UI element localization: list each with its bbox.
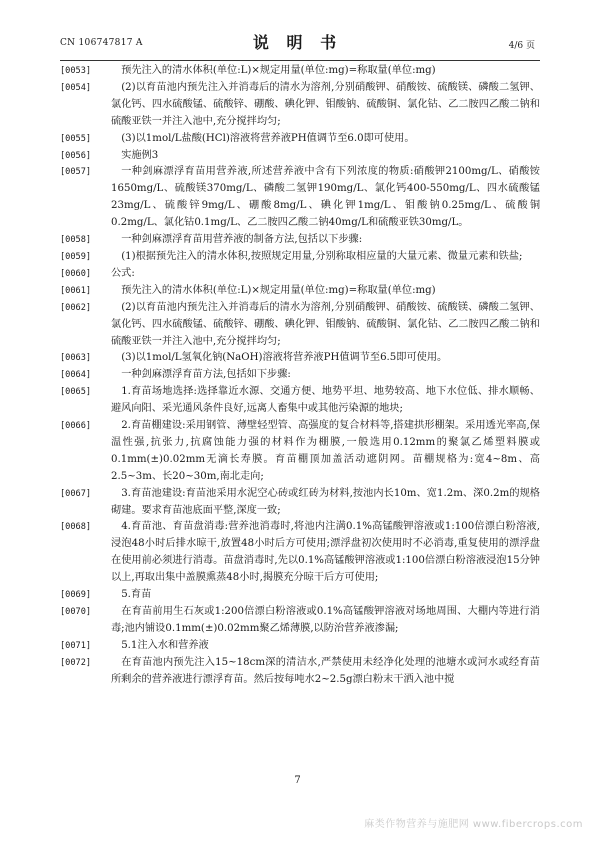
patent-number: CN 106747817 A — [60, 38, 143, 48]
paragraph-number: [0069] — [60, 590, 92, 601]
paragraph-number: [0061] — [60, 285, 92, 296]
paragraph-number: [0056] — [60, 150, 92, 161]
paragraph-number: [0057] — [60, 167, 92, 178]
page-header — [0, 30, 595, 58]
paragraph-text: 5.1注入水和营养液 — [121, 639, 209, 651]
paragraph — [60, 148, 540, 165]
paragraph-text: 一种剑麻漂浮育苗用营养液,所述营养液中含有下列浓度的物质:硝酸钾2100mg/L、硝酸铵1650mg/L、硫酸镁370mg/L、磷酸二氢钾190mg/L、氯化钙400-550mg/L、四水硫酸锰23mg/L、硫酸锌9mg/L、硼酸8mg/L、碘化钾1mg/L、钼酸钠0.25mg/L、硫酸铜0.2mg/L、氯化钴0.1mg/L、乙二胺四乙酸二钠40mg/L和硫酸亚铁30mg/L。 — [111, 166, 540, 229]
paragraph-text: 5.育苗 — [121, 589, 152, 601]
paragraph — [60, 131, 540, 148]
paragraph — [60, 164, 540, 232]
paragraph-text: 一种剑麻漂浮育苗方法,包括如下步骤: — [121, 369, 291, 381]
paragraph-number: [0068] — [60, 522, 92, 533]
paragraph-text: (2)以育苗池内预先注入并消毒后的清水为溶剂,分别硝酸钾、硝酸铵、硫酸镁、磷酸二氢钾、氯化钙、四水硫酸锰、硫酸锌、硼酸、碘化钾、钼酸钠、硫酸铜、氯化钴、乙二胺四乙酸二钠和硫酸亚铁一并注入池中,充分搅拌均匀; — [111, 81, 540, 127]
paragraph-number: [0063] — [60, 353, 92, 364]
paragraph — [60, 249, 540, 266]
paragraph-text: 预先注入的清水体积(单位:L)×规定用量(单位:mg)=称取量(单位:mg) — [121, 284, 436, 296]
paragraph — [60, 384, 540, 418]
paragraph-text: 一种剑麻漂浮育苗用营养液的制备方法,包括以下步骤: — [121, 234, 363, 246]
paragraph — [60, 367, 540, 384]
paragraph-number: [0058] — [60, 235, 92, 246]
page-ratio: 4/6 页 — [508, 41, 535, 51]
paragraph-text: 公式: — [111, 267, 135, 279]
page-number: 7 — [294, 775, 301, 786]
paragraph-number: [0072] — [60, 657, 92, 668]
paragraph-number: [0064] — [60, 370, 92, 381]
paragraph — [60, 300, 540, 351]
paragraph-number: [0053] — [60, 66, 92, 76]
paragraph-text: (3)以1mol/L氢氧化钠(NaOH)溶液将营养液PH值调节至6.5即可使用。 — [121, 352, 448, 364]
site-watermark: 麻类作物营养与施肥网 www.fibercrops.com — [364, 819, 583, 830]
paragraph-text: 1.育苗场地选择:选择靠近水源、交通方便、地势平坦、地势较高、地下水位低、排水顺畅、避风向阳、采光通风条件良好,远离人畜集中或其他污染源的地块; — [111, 386, 540, 415]
paragraph — [60, 266, 540, 283]
paragraph — [60, 604, 540, 638]
paragraph-number: [0059] — [60, 251, 92, 262]
paragraph — [60, 63, 540, 80]
paragraph-number: [0062] — [60, 302, 92, 313]
paragraph-number: [0067] — [60, 488, 92, 499]
paragraph — [60, 350, 540, 367]
paragraph-text: 预先注入的清水体积(单位:L)×规定用量(单位:mg)=称取量(单位:mg) — [121, 65, 436, 76]
paragraph — [60, 655, 540, 689]
paragraph-text: 2.育苗棚建设:采用钢管、薄壁轻型管、高强度的复合材料等,搭建拱形棚架。采用透光率高,保温性强,抗张力,抗腐蚀能力强的材料作为棚膜,一般选用0.12mm的聚氯乙烯塑料膜或0.1mm(±)0.02mm无滴长寿膜。育苗棚顶加盖活动遮阴网。苗棚规格为:宽4~8m、高2.5~3m、长20~30m,南北走向; — [111, 420, 540, 482]
paragraph-text: 3.育苗池建设:育苗池采用水泥空心砖或红砖为材料,按池内长10m、宽1.2m、深0.2m的规格砌建。要求育苗池底面平整,深度一致; — [111, 487, 540, 516]
paragraph-number: [0066] — [60, 421, 92, 432]
paragraph-number: [0065] — [60, 387, 92, 398]
paragraph — [60, 486, 540, 520]
paragraph-text: 在育苗池内预先注入15~18cm深的清洁水,严禁使用未经净化处理的池塘水或河水或经育苗所剩余的营养液进行漂浮育苗。然后按每吨水2~2.5g漂白粉末干洒入池中搅 — [111, 656, 540, 685]
paragraph — [60, 519, 540, 587]
paragraph-number: [0071] — [60, 640, 92, 651]
header-divider — [60, 60, 540, 61]
paragraph-text: (1)根据预先注入的清水体积,按照规定用量,分别称取相应量的大量元素、微量元素和铁盐; — [121, 250, 523, 262]
paragraph-text: 在育苗前用生石灰或1:200倍漂白粉溶液或0.1%高锰酸钾溶液对场地周围、大棚内等进行消毒;池内铺设0.1mm(±)0.02mm聚乙烯薄膜,以防治营养液渗漏; — [111, 606, 540, 634]
document-body — [60, 63, 540, 689]
paragraph-number: [0070] — [60, 607, 92, 617]
paragraph — [60, 638, 540, 655]
paragraph-number: [0054] — [60, 82, 92, 93]
paragraph — [60, 418, 540, 486]
paragraph-text: (2)以育苗池内预先注入并消毒后的清水为溶剂,分别硝酸钾、硝酸铵、硫酸镁、磷酸二氢钾、氯化钙、四水硫酸锰、硫酸锌、硼酸、碘化钾、钼酸钠、硫酸铜、氯化钴、乙二胺四乙酸二钠和硫酸亚铁一并注入池中,充分搅拌均匀; — [111, 301, 540, 347]
paragraph-text: 4.育苗池、育苗盘消毒:营养池消毒时,将池内注满0.1%高锰酸钾溶液或1:100倍漂白粉溶液,浸泡48小时后排水晾干,放置48小时后方可使用;漂浮盘初次使用时不必消毒,重复使用的漂浮盘在使用前必须进行消毒。苗盘消毒时,先以0.1%高锰酸钾溶液或1:100倍漂白粉溶液浸泡15分钟以上,再取出集中盖膜熏蒸48小时,揭膜充分晾干后方可使用; — [111, 521, 540, 584]
paragraph — [60, 283, 540, 300]
paragraph-number: [0055] — [60, 133, 92, 144]
paragraph-number: [0060] — [60, 268, 92, 279]
paragraph-text: (3)以1mol/L盐酸(HCl)溶液将营养液PH值调节至6.0即可使用。 — [121, 132, 415, 144]
paragraph — [60, 587, 540, 604]
document-title: 说 明 书 — [252, 33, 343, 52]
paragraph — [60, 80, 540, 131]
paragraph-text: 实施例3 — [121, 149, 159, 161]
paragraph — [60, 232, 540, 249]
